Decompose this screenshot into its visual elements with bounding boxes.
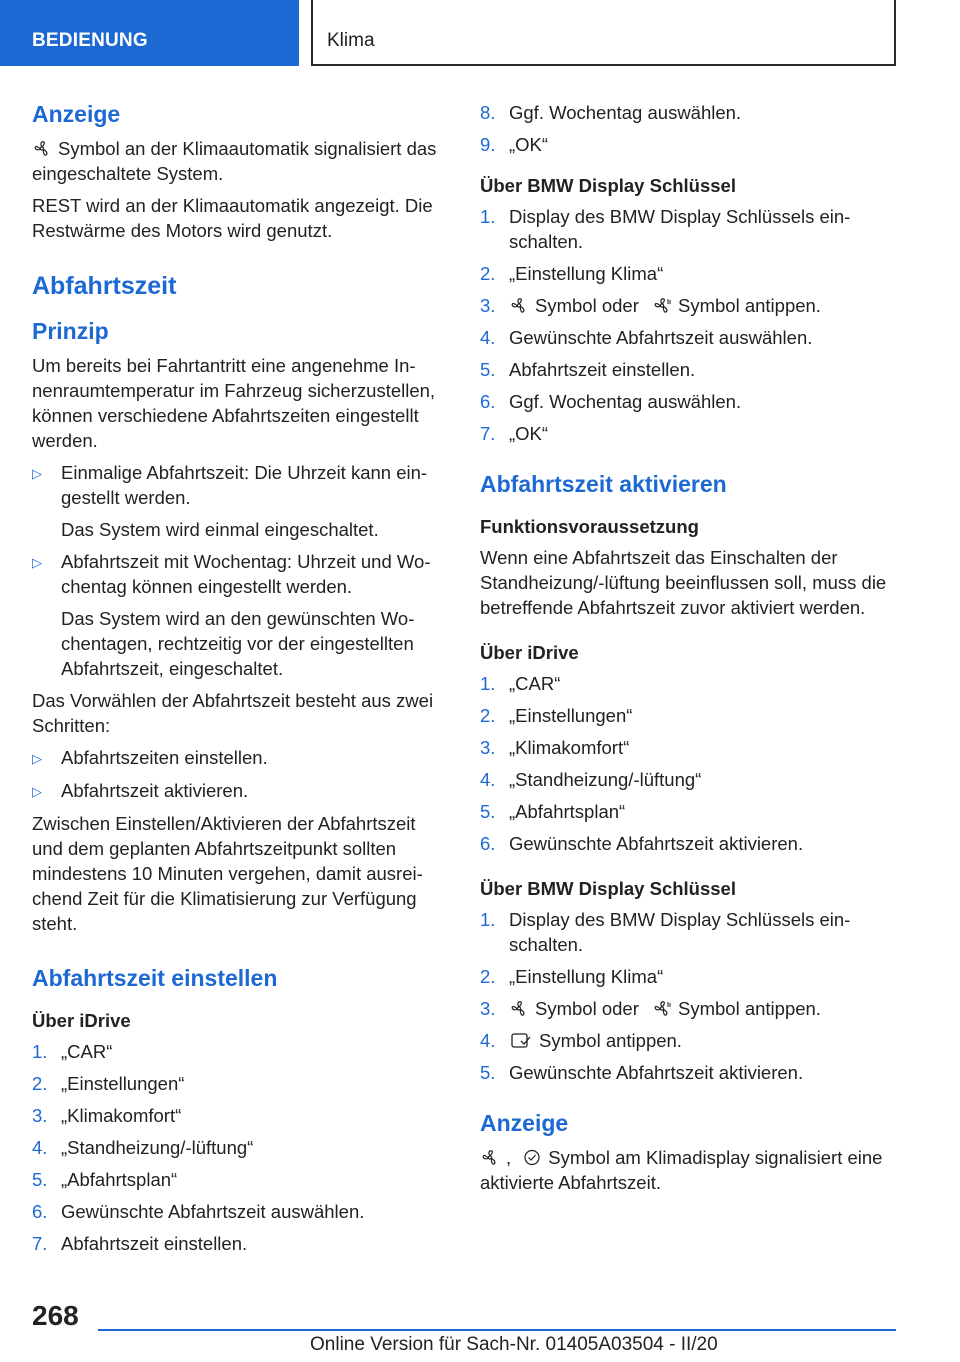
idrive-heading: Über iDrive [32, 1010, 131, 1031]
einstellen-heading: Abfahrtszeit einstellen [32, 965, 278, 991]
bullet-triangle-icon: ▷ [32, 751, 42, 766]
bullet-triangle-icon: ▷ [32, 784, 42, 799]
step-item: 7. „OK“ [480, 423, 549, 444]
step-item: 2. „Einstellungen“ [32, 1073, 185, 1094]
footer-rule [98, 1329, 896, 1331]
step-item: 1. Display des BMW Display Schlüssels einschalten. [480, 909, 851, 955]
fan-icon [509, 1000, 529, 1017]
anzeige-heading-2: Anzeige [480, 1110, 569, 1136]
clock-icon [522, 1149, 542, 1166]
fan-heat-icon [652, 297, 672, 314]
fan-icon [480, 1149, 500, 1166]
anzeige-paragraph-3: , Symbol am Klimadisplay signalisiert eine aktivierte Abfahrtszeit. [480, 1147, 883, 1193]
step-item: 3. „Klimakomfort“ [32, 1105, 182, 1126]
step-item: 5. „Abfahrtsplan“ [32, 1169, 178, 1190]
anzeige-paragraph-2: REST wird an der Klimaautomatik angezeigt. Die Restwärme des Motors wird genutzt. [32, 195, 433, 241]
anzeige-paragraph-1: Symbol an der Klimaautomatik signalisiert das eingeschaltete System. [32, 138, 437, 184]
list-item: ▷ Abfahrtszeit mit Wochentag: Uhrzeit und Wochentag können eingestellt werden. [32, 551, 431, 597]
header-chapter-box [311, 0, 896, 66]
fan-heat-icon [652, 1000, 672, 1017]
step-item: 1. Display des BMW Display Schlüssels einschalten. [480, 206, 851, 252]
step-item: 6. Gewünschte Abfahrtszeit auswählen. [32, 1201, 365, 1222]
step-item: 3. Symbol oder Symbol antippen. [480, 998, 821, 1019]
bullet-triangle-icon: ▷ [32, 466, 42, 481]
step-item: 6. Gewünschte Abfahrtszeit aktivieren. [480, 833, 804, 854]
step-item: 2. „Einstellung Klima“ [480, 966, 664, 987]
step-item: 9. „OK“ [480, 134, 549, 155]
step-item: 1. „CAR“ [32, 1041, 113, 1062]
bullet-triangle-icon: ▷ [32, 555, 42, 570]
fan-icon [32, 140, 52, 157]
idrive-heading-2: Über iDrive [480, 642, 579, 663]
step-item: 2. „Einstellungen“ [480, 705, 633, 726]
key-heading-2: Über BMW Display Schlüssel [480, 878, 736, 899]
anzeige-heading: Anzeige [32, 101, 121, 127]
step-item: 2. „Einstellung Klima“ [480, 263, 664, 284]
footer-text: Online Version für Sach-Nr. 01405A03504 - II/20 [310, 1334, 718, 1355]
timer-check-icon [509, 1032, 533, 1049]
prinzip-heading: Prinzip [32, 318, 109, 344]
step-item: 6. Ggf. Wochentag auswählen. [480, 391, 742, 412]
vorwahl-paragraph: Das Vorwählen der Abfahrtszeit besteht aus zwei Schritten: [32, 690, 434, 736]
aktivieren-heading: Abfahrtszeit aktivieren [480, 471, 727, 497]
fan-icon [509, 297, 529, 314]
step-item: 5. „Abfahrtsplan“ [480, 801, 626, 822]
step-item: 1. „CAR“ [480, 673, 561, 694]
list-item: ▷ Abfahrtszeiten einstellen. [32, 745, 450, 771]
list-item-sub: Das System wird einmal eingeschaltet. [61, 519, 379, 540]
funktion-paragraph: Wenn eine Abfahrtszeit das Einschalten der Standheizung/-lüftung beeinflussen soll, muss die betreffende Abfahrtszeit zuvor aktiviert werden. [480, 547, 887, 618]
header-chapter-title: Klima [327, 30, 375, 51]
step-item: 7. Abfahrtszeit einstellen. [32, 1233, 248, 1254]
step-item: 3. Symbol oder Symbol antippen. [480, 295, 821, 316]
list-item: ▷ Einmalige Abfahrtszeit: Die Uhrzeit kann eingestellt werden. [32, 462, 428, 508]
list-item-sub: Das System wird an den gewünschten Wochentagen, rechtzeitig vor der eingestellten Abfahrtszeit, eingeschaltet. [61, 608, 415, 679]
prinzip-paragraph: Um bereits bei Fahrtantritt eine angenehme Innenraumtemperatur im Fahrzeug sicherzustellen, können verschiedene Abfahrtszeiten eingestellt werden. [32, 355, 436, 451]
step-item: 5. Abfahrtszeit einstellen. [480, 359, 696, 380]
step-item: 3. „Klimakomfort“ [480, 737, 630, 758]
step-item: 8. Ggf. Wochentag auswählen. [480, 102, 742, 123]
right-column [480, 100, 898, 1202]
funktion-heading: Funktionsvoraussetzung [480, 516, 699, 537]
abfahrtszeit-heading: Abfahrtszeit [32, 272, 177, 300]
header-section-tab: BEDIENUNG [0, 0, 299, 66]
list-item: ▷ Abfahrtszeit aktivieren. [32, 778, 450, 804]
step-item: 5. Gewünschte Abfahrtszeit aktivieren. [480, 1062, 804, 1083]
step-item: 4. Symbol antippen. [480, 1030, 682, 1051]
key-heading: Über BMW Display Schlüssel [480, 175, 736, 196]
page-number: 268 [32, 1300, 79, 1331]
step-item: 4. Gewünschte Abfahrtszeit auswählen. [480, 327, 813, 348]
step-item: 4. „Standheizung/-lüftung“ [32, 1137, 254, 1158]
left-column [32, 100, 450, 1263]
zwischen-paragraph: Zwischen Einstellen/Aktivieren der Abfahrtszeit und dem geplanten Abfahrtszeitpunkt sollten mindestens 10 Minuten vergehen, damit ausreichend Zeit für die Klimatisierung zur Verfügung steht. [32, 813, 423, 934]
step-item: 4. „Standheizung/-lüftung“ [480, 769, 702, 790]
